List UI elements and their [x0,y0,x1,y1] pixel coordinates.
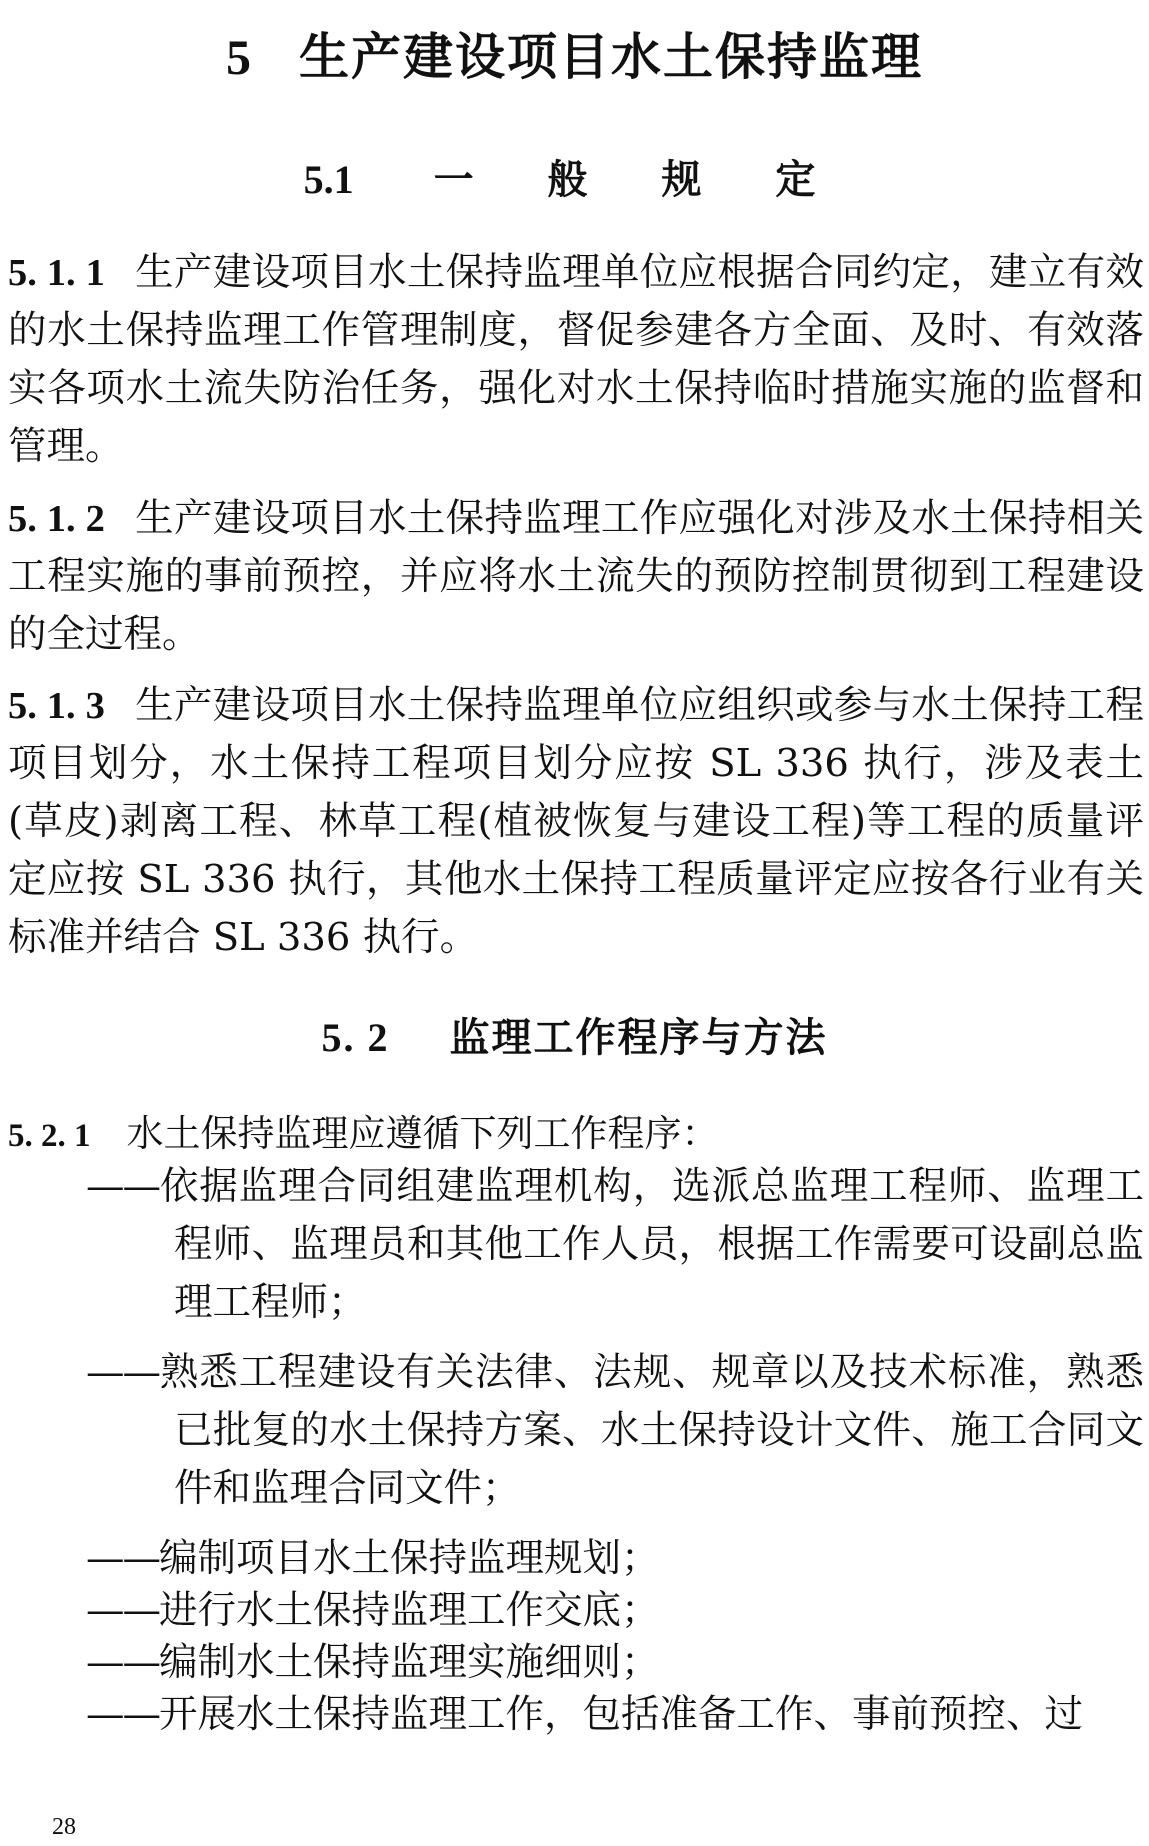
dash-marker: —— [86,1164,159,1209]
clause-text: 水土保持监理应遵循下列工作程序： [126,1112,719,1155]
dash-marker: —— [86,1350,159,1395]
clause-5-2-1 [8,1105,1144,1165]
list-item [86,1686,1144,1744]
section-title-5-2 [0,1010,1149,1066]
section-title-text: 一 般 规 定 [433,156,846,203]
chapter-title [0,22,1149,92]
section-number: 5. 2 [321,1015,390,1060]
procedure-list [86,1158,1144,1756]
list-item [86,1530,1144,1588]
list-item [86,1158,1144,1332]
clause-number: 5. 1. 2 [8,498,105,540]
clause-number: 5. 1. 3 [8,685,105,727]
list-item-text: 依据监理合同组建监理机构，选派总监理工程师、监理工程师、监理员和其他工作人员，根据工作需要可设副总监理工程师； [159,1164,1144,1325]
clause-5-1-2 [8,490,1144,664]
list-item-text: 编制水土保持监理实施细则； [159,1640,660,1685]
list-item [86,1582,1144,1640]
clause-number: 5. 2. 1 [8,1118,91,1154]
dash-marker: —— [86,1588,159,1633]
section-number: 5.1 [303,157,354,202]
clause-text: 生产建设项目水土保持监理工作应强化对涉及水土保持相关工程实施的事前预控，并应将水土流失的预防控制贯彻到工程建设的全过程。 [8,496,1144,657]
list-item-text: 熟悉工程建设有关法律、法规、规章以及技术标准，熟悉已批复的水土保持方案、水土保持设计文件、施工合同文件和监理合同文件； [159,1350,1144,1511]
chapter-number: 5 [226,29,253,85]
list-item-text: 进行水土保持监理工作交底； [159,1588,660,1633]
clause-text: 生产建设项目水土保持监理单位应组织或参与水土保持工程项目划分，水土保持工程项目划分应按 SL 336 执行，涉及表土(草皮)剥离工程、林草工程(植被恢复与建设工程)等工程的质量评定应按 SL 336 执行，其他水土保持工程质量评定应按各行业有关标准并结合 SL 336 执行。 [8,683,1144,960]
list-item-text: 编制项目水土保持监理规划； [159,1536,660,1581]
section-title-text: 监理工作程序与方法 [449,1014,828,1061]
page-number: 28 [52,1814,76,1840]
list-item [86,1344,1144,1518]
dash-marker: —— [86,1536,159,1581]
list-item-text: 开展水土保持监理工作，包括准备工作、事前预控、过 [159,1692,1084,1737]
clause-number: 5. 1. 1 [8,252,105,294]
clause-5-1-3 [8,677,1144,967]
clause-text: 生产建设项目水土保持监理单位应根据合同约定，建立有效的水土保持监理工作管理制度，督促参建各方全面、及时、有效落实各项水土流失防治任务，强化对水土保持临时措施实施的监督和管理。 [8,250,1144,469]
dash-marker: —— [86,1692,159,1737]
section-title-5-1 [0,152,1149,208]
clause-5-1-1 [8,244,1144,476]
dash-marker: —— [86,1640,159,1685]
chapter-title-text: 生产建设项目水土保持监理 [299,27,923,86]
list-item [86,1634,1144,1692]
